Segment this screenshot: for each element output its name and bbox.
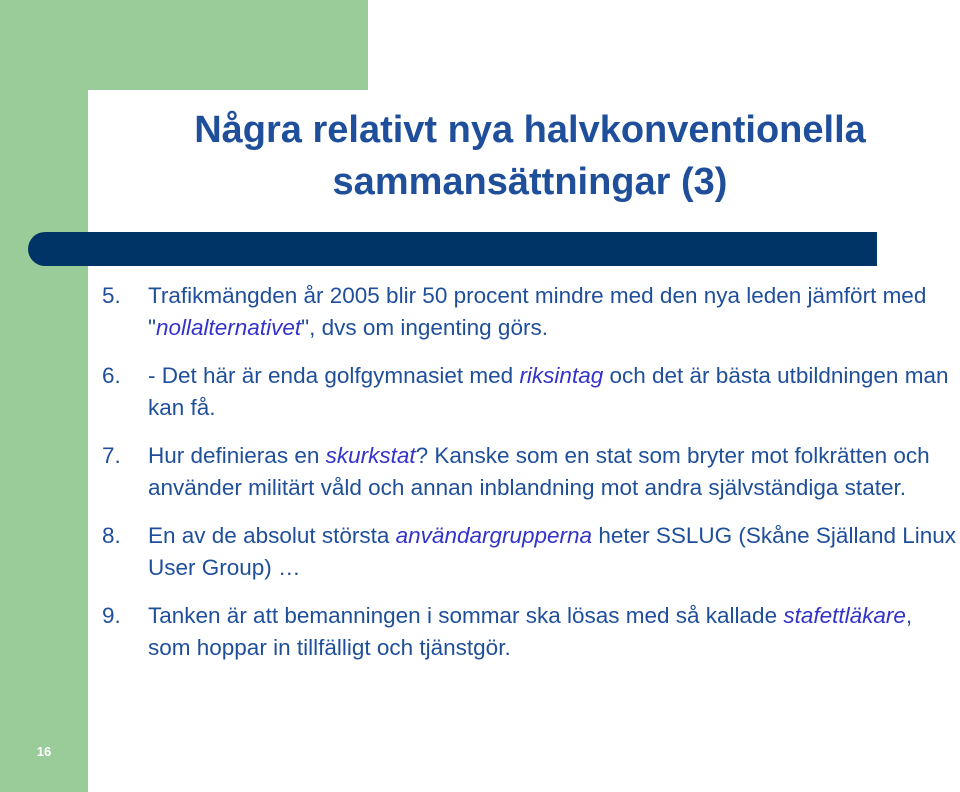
emphasized-term: skurkstat [325,443,416,468]
item-number: 9. [102,603,121,628]
list-item-9 [102,600,958,664]
item-number: 5. [102,283,121,308]
emphasized-term: stafettläkare [783,603,906,628]
top-green-band [0,0,368,90]
emphasized-term: nollalternativet [156,315,302,340]
slide-title [110,104,950,208]
item-number: 8. [102,523,121,548]
numbered-list [102,280,958,680]
list-item-8 [102,520,958,584]
list-item-6 [102,360,958,424]
list-item-7 [102,440,958,504]
slide-number: 16 [36,744,52,759]
item-text: Tanken är att bemanningen i sommar ska lösas med så kallade stafettläkare, som hoppar in tillfälligt och tjänstgör. [148,603,913,660]
slide-title-line-2: sammansättningar (3) [332,161,728,203]
item-number: 7. [102,443,121,468]
emphasized-term: användargrupperna [395,523,593,548]
slide-title-line-1: Några relativt nya halvkonventionella [194,109,866,151]
list-item-5 [102,280,958,344]
emphasized-term: riksintag [519,363,604,388]
item-text: En av de absolut största användargrupperna heter SSLUG (Skåne Själland Linux User Group) … [148,523,957,580]
item-text: - Det här är enda golfgymnasiet med riksintag och det är bästa utbildningen man kan få. [148,363,949,420]
item-text: Trafikmängden år 2005 blir 50 procent mindre med den nya leden jämfört med "nollalternativet", dvs om ingenting görs. [148,283,927,340]
item-text: Hur definieras en skurkstat? Kanske som en stat som bryter mot folkrätten och använder militärt våld och annan inblandning mot andra självständiga stater. [148,443,930,500]
title-divider-bar [28,232,877,266]
item-number: 6. [102,363,121,388]
left-green-band [0,0,88,792]
